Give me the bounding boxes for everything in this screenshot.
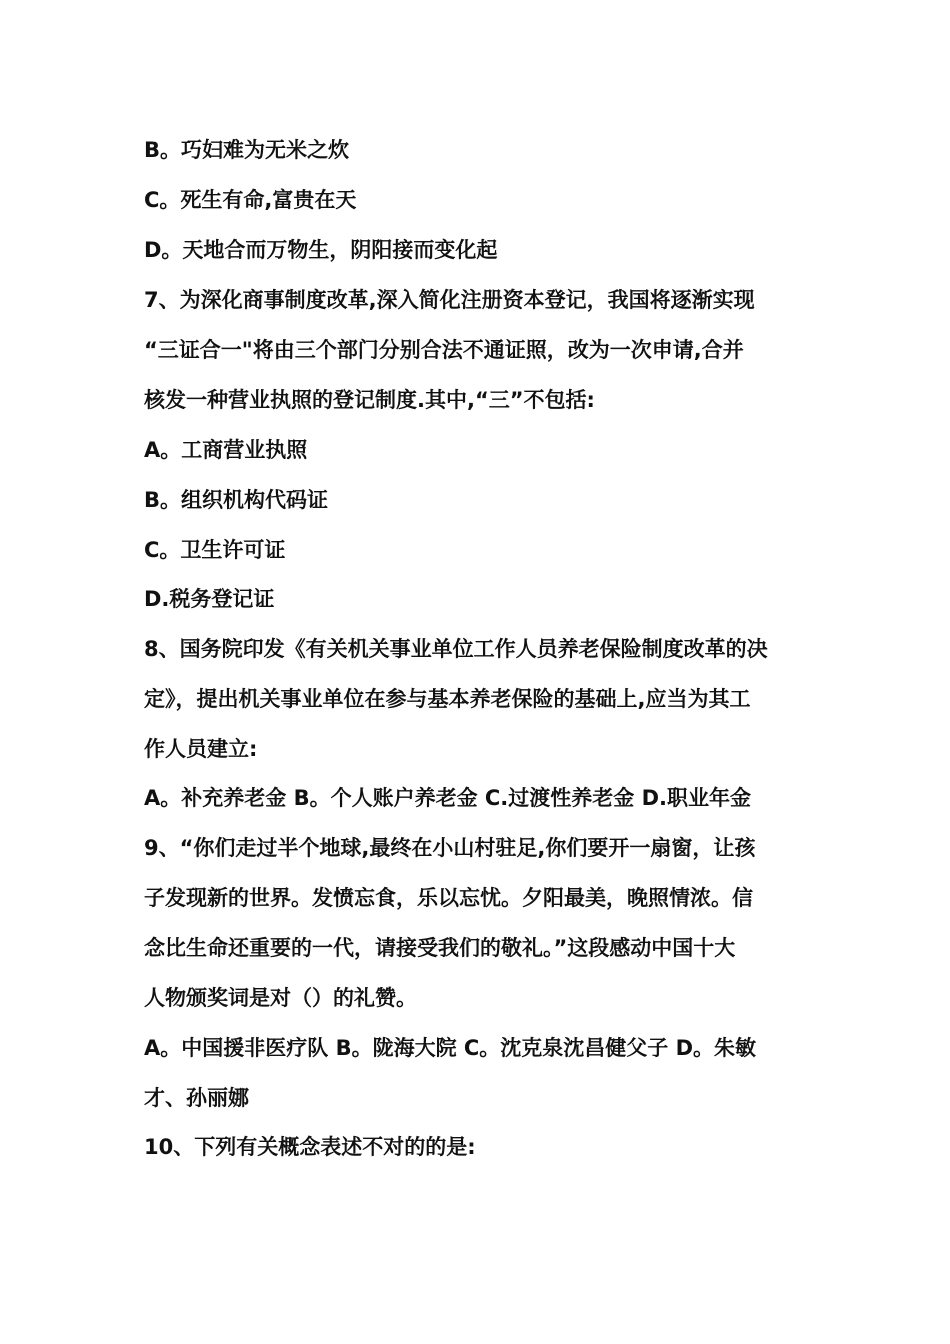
option-c-q7: C。卫生许可证 (144, 538, 286, 562)
question-10: 10、下列有关概念表述不对的的是: (144, 1135, 476, 1159)
option-b-q6: B。巧妇难为无米之炊 (144, 138, 350, 162)
options-q9-line-1: A。中国援非医疗队 B。陇海大院 C。沈克泉沈昌健父子 D。朱敏 (144, 1036, 757, 1060)
option-b-q7: B。组织机构代码证 (144, 488, 329, 512)
question-9-line-4: 人物颁奖词是对（）的礼赞。 (144, 986, 417, 1010)
question-8-line-3: 作人员建立: (144, 737, 258, 761)
options-q8: A。补充养老金 B。个人账户养老金 C.过渡性养老金 D.职业年金 (144, 786, 751, 810)
question-9-line-2: 子发现新的世界。发愤忘食，乐以忘忧。夕阳最美，晚照情浓。信 (144, 886, 753, 910)
question-9-line-3: 念比生命还重要的一代，请接受我们的敬礼。”这段感动中国十大 (144, 936, 736, 960)
question-7-line-1: 7、为深化商事制度改革,深入简化注册资本登记，我国将逐渐实现 (144, 288, 755, 312)
options-q9-line-2: 才、孙丽娜 (144, 1086, 249, 1110)
question-7-line-3: 核发一种营业执照的登记制度.其中,“三”不包括: (144, 388, 595, 412)
question-8-line-1: 8、国务院印发《有关机关事业单位工作人员养老保险制度改革的决 (144, 637, 768, 661)
question-9-line-1: 9、“你们走过半个地球,最终在小山村驻足,你们要开一扇窗，让孩 (144, 836, 756, 860)
option-d-q6: D。天地合而万物生，阴阳接而变化起 (144, 238, 498, 262)
question-8-line-2: 定》，提出机关事业单位在参与基本养老保险的基础上,应当为其工 (144, 687, 751, 711)
question-7-line-2: “三证合一"将由三个部门分别合法不通证照，改为一次申请,合并 (144, 338, 744, 362)
option-a-q7: A。工商营业执照 (144, 438, 308, 462)
option-d-q7: D.税务登记证 (144, 587, 275, 611)
option-c-q6: C。死生有命,富贵在天 (144, 188, 357, 212)
